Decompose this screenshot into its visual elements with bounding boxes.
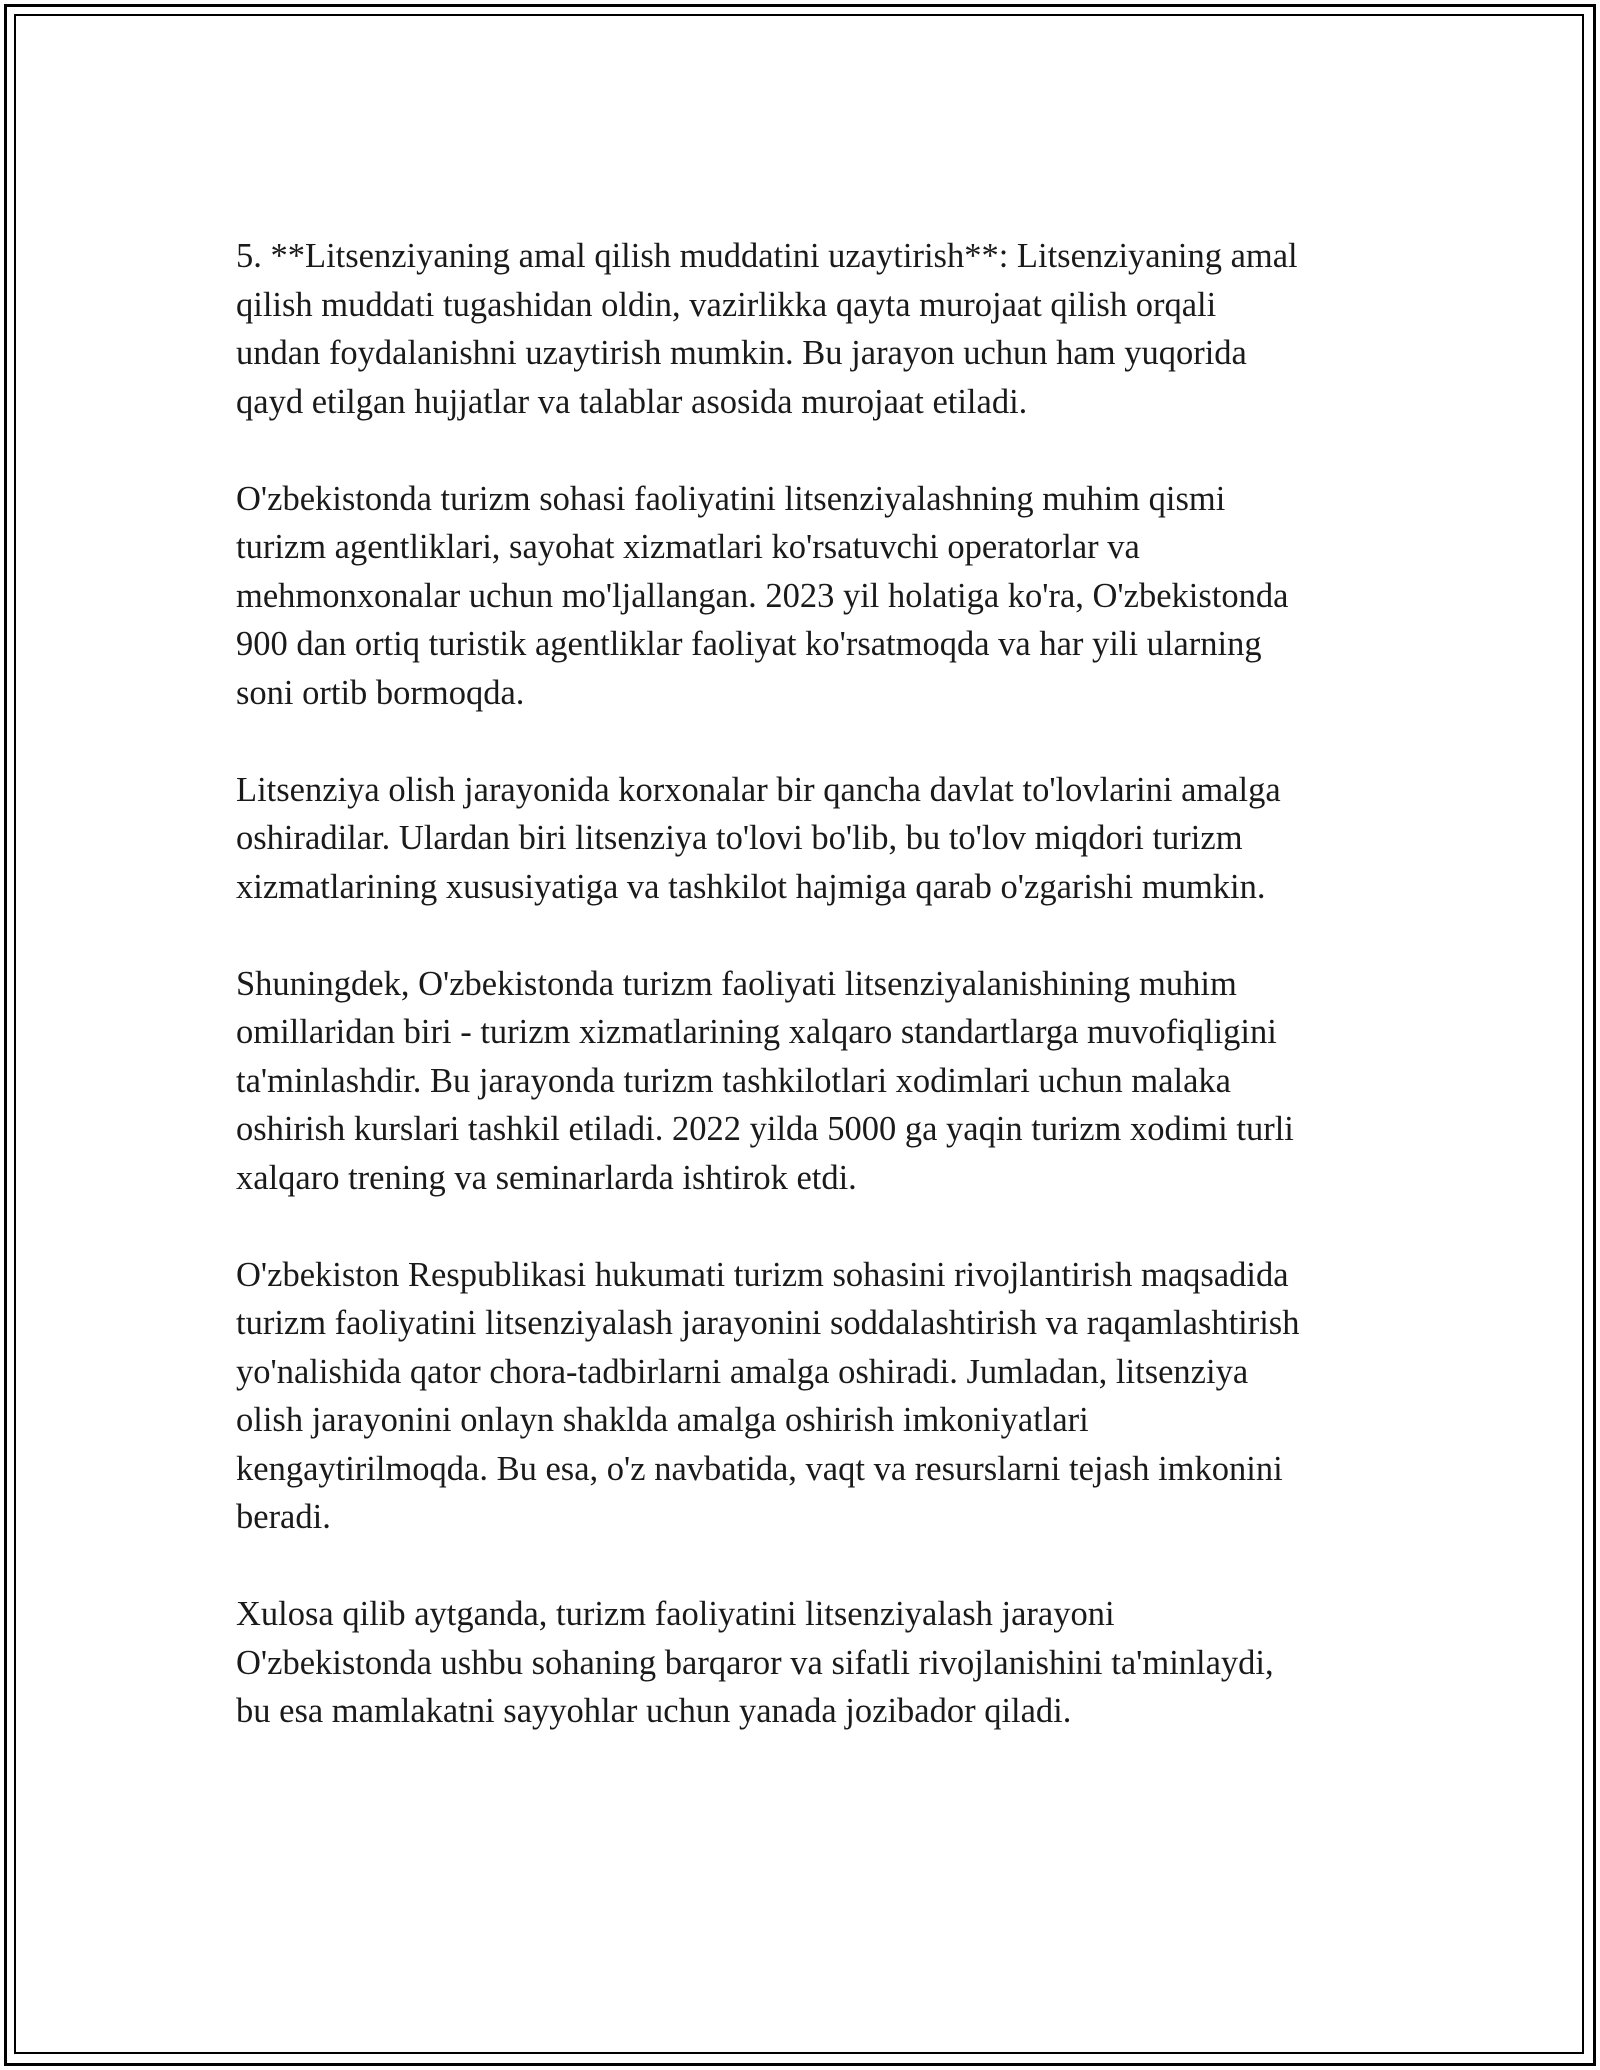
paragraph-government-digitalization	[236, 1251, 1396, 1542]
text-line: O'zbekistonda ushbu sohaning barqaror va sifatli rivojlanishini ta'minlaydi,	[236, 1643, 1274, 1682]
paragraph-tourism-agencies	[236, 475, 1396, 718]
text-line: xalqaro trening va seminarlarda ishtirok etdi.	[236, 1158, 857, 1197]
paragraph-conclusion	[236, 1590, 1396, 1736]
text-line: Shuningdek, O'zbekistonda turizm faoliyati litsenziyalanishining muhim	[236, 964, 1237, 1003]
text-line: ta'minlashdir. Bu jarayonda turizm tashkilotlari xodimlari uchun malaka	[236, 1061, 1231, 1100]
text-line: mehmonxonalar uchun mo'ljallangan. 2023 yil holatiga ko'ra, O'zbekistonda	[236, 576, 1289, 615]
text-line: kengaytirilmoqda. Bu esa, o'z navbatida, vaqt va resurslarni tejash imkonini	[236, 1449, 1283, 1488]
text-line: qilish muddati tugashidan oldin, vazirlikka qayta murojaat qilish orqali	[236, 285, 1217, 324]
paragraph-license-extension	[236, 232, 1396, 426]
text-line: omillaridan biri - turizm xizmatlarining xalqaro standartlarga muvofiqligini	[236, 1013, 1277, 1051]
text-line: yo'nalishida qator chora-tadbirlarni amalga oshiradi. Jumladan, litsenziya	[236, 1352, 1249, 1391]
text-line: soni ortib bormoqda.	[236, 673, 525, 712]
paragraph-state-fees	[236, 766, 1396, 912]
text-line: olish jarayonini onlayn shaklda amalga oshirish imkoniyatlari	[236, 1401, 1089, 1439]
text-line: 5. **Litsenziyaning amal qilish muddatini uzaytirish**: Litsenziyaning amal	[236, 237, 1298, 275]
text-line: O'zbekiston Respublikasi hukumati turizm sohasini rivojlantirish maqsadida	[236, 1255, 1289, 1294]
document-body	[236, 232, 1396, 1784]
text-line: oshiradilar. Ulardan biri litsenziya to'lovi bo'lib, bu to'lov miqdori turizm	[236, 819, 1243, 857]
text-line: turizm faoliyatini litsenziyalash jarayonini soddalashtirish va raqamlashtirish	[236, 1304, 1300, 1342]
text-line: qayd etilgan hujjatlar va talablar asosida murojaat etiladi.	[236, 382, 1028, 421]
text-line: turizm agentliklari, sayohat xizmatlari ko'rsatuvchi operatorlar va	[236, 528, 1140, 566]
text-line: bu esa mamlakatni sayyohlar uchun yanada jozibador qiladi.	[236, 1692, 1072, 1730]
text-line: Xulosa qilib aytganda, turizm faoliyatini litsenziyalash jarayoni	[236, 1595, 1115, 1633]
text-line: Litsenziya olish jarayonida korxonalar bir qancha davlat to'lovlarini amalga	[236, 770, 1281, 809]
text-line: O'zbekistonda turizm sohasi faoliyatini litsenziyalashning muhim qismi	[236, 479, 1226, 518]
text-line: oshirish kurslari tashkil etiladi. 2022 yilda 5000 ga yaqin turizm xodimi turli	[236, 1110, 1294, 1148]
text-line: undan foydalanishni uzaytirish mumkin. Bu jarayon uchun ham yuqorida	[236, 334, 1247, 372]
text-line: xizmatlarining xususiyatiga va tashkilot hajmiga qarab o'zgarishi mumkin.	[236, 867, 1266, 906]
text-line: 900 dan ortiq turistik agentliklar faoliyat ko'rsatmoqda va har yili ularning	[236, 625, 1262, 663]
text-line: beradi.	[236, 1498, 331, 1536]
paragraph-international-standards	[236, 960, 1396, 1203]
